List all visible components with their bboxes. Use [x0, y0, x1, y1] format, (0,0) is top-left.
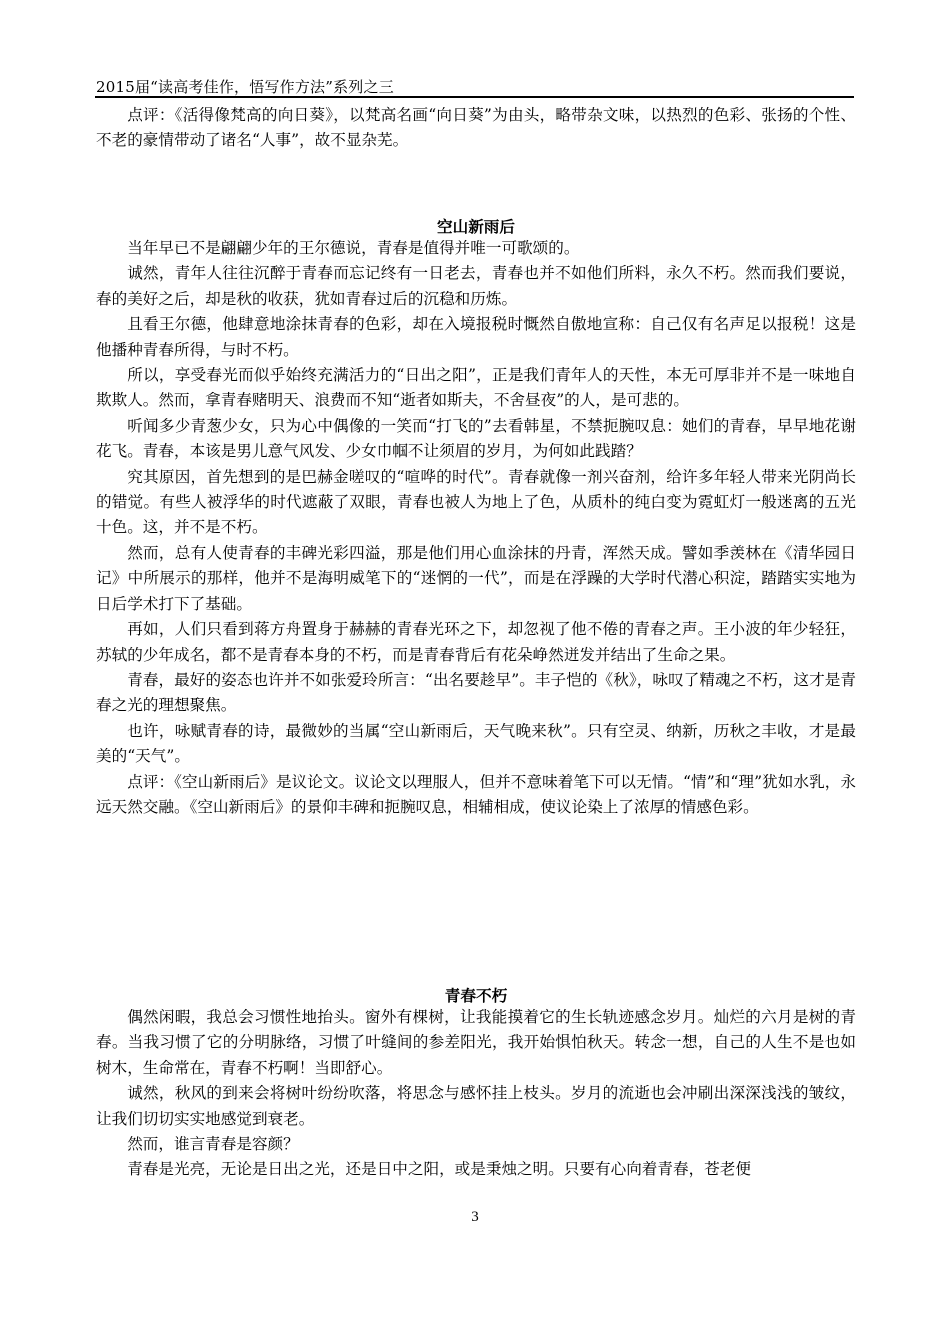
intro-comment: 点评：《活得像梵高的向日葵》，以梵高名画“向日葵”为由头，略带杂文味，以热烈的色彩、张扬的个性、不老的豪情带动了诸名“人事”，故不显杂芜。	[96, 106, 856, 150]
paragraph: 然而，总有人使青春的丰碑光彩四溢，那是他们用心血涂抹的丹青，浑然天成。譬如季羡林在《清华园日记》中所展示的那样，他并不是海明威笔下的“迷惘的一代”，而是在浮躁的大学时代潜心积淀，踏踏实实地为日后学术打下了基础。	[96, 543, 856, 613]
paragraph: 且看王尔德，他肆意地涂抹青春的色彩，却在入境报税时慨然自傲地宣称：自己仅有名声足以报税！这是他播种青春所得，与时不朽。	[96, 315, 856, 359]
intro-comment-block	[96, 103, 856, 154]
paragraph: 也许，咏赋青春的诗，最微妙的当属“空山新雨后，天气晚来秋”。只有空灵、纳新，历秋之丰收，才是最美的“天气”。	[96, 721, 856, 766]
essay1-title: 空山新雨后	[437, 218, 515, 236]
paragraph: 究其原因，首先想到的是巴赫金嗟叹的“喧哗的时代”。青春就像一剂兴奋剂，给许多年轻人带来光阴尚长的错觉。有些人被浮华的时代遮蔽了双眼，青春也被人为地上了色，从质朴的纯白变为霓虹灯一般迷离的五光十色。这，并不是不朽。	[96, 467, 856, 537]
paragraph: 再如，人们只看到蒋方舟置身于赫赫的青春光环之下，却忽视了他不倦的青春之声。王小波的年少轻狂，苏轼的少年成名，都不是青春本身的不朽，而是青春背后有花朵峥然迸发并结出了生命之果。	[96, 620, 856, 664]
essay2-title: 青春不朽	[444, 987, 508, 1005]
page-number: 3	[471, 1209, 479, 1225]
header-divider	[95, 96, 854, 98]
essay2-body	[96, 1005, 856, 1183]
paragraph: 偶然闲暇，我总会习惯性地抬头。窗外有棵树，让我能摸着它的生长轨迹感念岁月。灿烂的六月是树的青春。当我习惯了它的分明脉络，习惯了叶缝间的参差阳光，我开始惧怕秋天。转念一想，自己的人生不是也如树木，生命常在，青春不朽啊！当即舒心。	[96, 1008, 856, 1077]
paragraph: 诚然，秋风的到来会将树叶纷纷吹落，将思念与感怀挂上枝头。岁月的流逝也会冲刷出深深浅浅的皱纹，让我们切切实实地感觉到衰老。	[96, 1084, 856, 1128]
paragraph: 然而，谁言青春是容颜？	[127, 1135, 299, 1154]
running-header: 2015届“读高考佳作，悟写作方法”系列之三	[96, 78, 394, 96]
paragraph: 青春是光亮，无论是日出之光，还是日中之阳，或是秉烛之明。只要有心向着青春，苍老便	[127, 1160, 751, 1179]
paragraph: 当年早已不是翩翩少年的王尔德说，青春是值得并唯一可歌颂的。	[127, 239, 580, 257]
essay1-comment: 点评：《空山新雨后》是议论文。议论文以理服人，但并不意味着笔下可以无情。“情”和“理”犹如水乳，永远天然交融。《空山新雨后》的景仰丰碑和扼腕叹息，相辅相成，使议论染上了浓厚的情感色彩。	[96, 772, 856, 816]
paragraph: 青春，最好的姿态也许并不如张爱玲所言：“出名要趁早”。丰子恺的《秋》，咏叹了精魂之不朽，这才是青春之光的理想聚焦。	[96, 670, 856, 715]
essay1-body	[96, 236, 856, 820]
paragraph: 所以，享受春光而似乎始终充满活力的“日出之阳”，正是我们青年人的天性，本无可厚非并不是一味地自欺欺人。然而，拿青春赌明天、浪费而不知“逝者如斯夫，不舍昼夜”的人，是可悲的。	[96, 366, 856, 410]
paragraph: 诚然，青年人往往沉醉于青春而忘记终有一日老去，青春也并不如他们所料，永久不朽。然而我们要说，春的美好之后，却是秋的收获，犹如青春过后的沉稳和历炼。	[96, 264, 856, 308]
paragraph: 听闻多少青葱少女，只为心中偶像的一笑而“打飞的”去看韩星，不禁扼腕叹息：她们的青春，早早地花谢花飞。青春，本该是男儿意气风发、少女巾帼不让须眉的岁月，为何如此践踏？	[96, 416, 856, 461]
